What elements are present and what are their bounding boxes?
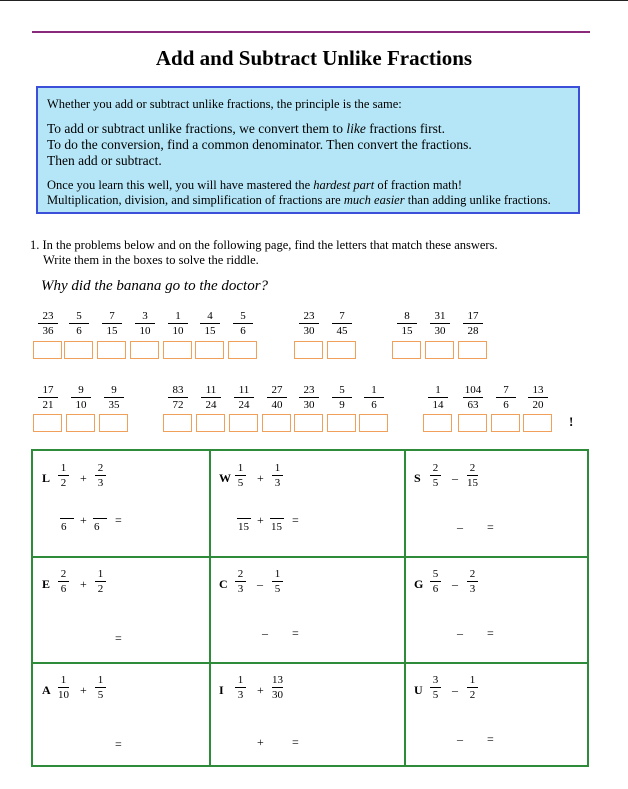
fraction-denominator: 15 [106,325,118,337]
riddle-fraction [267,384,287,411]
riddle-fraction [38,384,58,411]
problem-fraction [95,674,106,701]
work-operator: – [262,626,268,640]
fraction-denominator: 35 [108,399,120,411]
info-text: fractions first. [365,121,445,136]
fraction-numerator: 3 [142,310,148,322]
fraction-numerator: 11 [205,384,217,396]
work-equals: = [115,737,122,751]
work-operator: – [457,732,463,746]
work-equals: = [487,520,494,534]
fraction-denominator: 24 [205,399,217,411]
answer-box[interactable] [196,414,225,432]
fraction-bar [58,581,69,582]
fraction-denominator: 5 [432,477,439,489]
problem-cell-g [405,557,591,663]
fraction-bar [463,397,483,398]
fraction-denominator: 20 [532,399,544,411]
fraction-bar [463,323,483,324]
problem-fraction [235,462,246,489]
riddle-exclamation: ! [569,414,574,429]
riddle-fraction [135,310,155,337]
instruction-line: Write them in the boxes to solve the riddle. [43,253,259,267]
fraction-denominator: 2 [60,477,67,489]
problem-fraction [58,568,69,595]
fraction-denominator: 36 [42,325,54,337]
info-emphasis: hardest part [313,178,375,192]
fraction-numerator: 1 [175,310,181,322]
answer-box[interactable] [491,414,520,432]
problem-fraction [58,462,69,489]
riddle-fraction [168,310,188,337]
answer-box[interactable] [130,341,159,359]
fraction-bar [58,475,69,476]
fraction-bar [467,475,478,476]
fraction-numerator: 2 [469,462,476,474]
riddle-fraction [234,384,254,411]
riddle-fraction [428,384,448,411]
fraction-denominator: 45 [336,325,348,337]
fraction-bar [235,687,246,688]
riddle-fraction [463,384,483,411]
riddle-fraction [299,310,319,337]
answer-box[interactable] [294,414,323,432]
fraction-numerator: 1 [60,674,67,686]
answer-box[interactable] [163,414,192,432]
problem-fraction [272,674,283,701]
blank-line[interactable] [60,518,74,519]
answer-box[interactable] [99,414,128,432]
answer-box[interactable] [359,414,388,432]
problem-cell-c [210,557,405,663]
fraction-numerator: 4 [207,310,213,322]
riddle-fraction [104,384,124,411]
fraction-numerator: 5 [240,310,246,322]
riddle-fraction [201,384,221,411]
fraction-denominator: 30 [272,689,283,701]
problem-letter: W [219,471,231,485]
riddle-fraction [397,310,417,337]
fraction-denominator: 2 [97,583,104,595]
problem-operator: – [257,577,263,591]
instruction-line: 1. In the problems below and on the following page, find the letters that match these answers. [30,238,498,252]
fraction-denominator: 10 [75,399,87,411]
riddle-fraction [430,310,450,337]
fraction-denominator: 2 [469,689,476,701]
fraction-numerator: 1 [60,462,67,474]
answer-box[interactable] [392,341,421,359]
fraction-denominator: 63 [467,399,479,411]
fraction-denominator: 40 [271,399,283,411]
riddle-fraction [200,310,220,337]
problem-operator: + [80,683,87,697]
problem-operator: – [452,683,458,697]
problem-fraction [58,674,69,701]
riddle-fraction [38,310,58,337]
problem-fraction [272,462,283,489]
fraction-bar [200,323,220,324]
info-principle: Whether you add or subtract unlike fractions, the principle is the same: [47,97,402,111]
fraction-numerator: 5 [432,568,439,580]
fraction-denominator: 6 [503,399,509,411]
blank-line[interactable] [93,518,107,519]
fraction-bar [71,397,91,398]
fraction-denominator: 24 [238,399,250,411]
problem-fraction [430,462,441,489]
work-equals: = [115,631,122,645]
problem-letter: U [414,683,423,697]
answer-box[interactable] [33,414,62,432]
fraction-denominator: 6 [240,325,246,337]
fraction-numerator: 2 [60,568,67,580]
riddle-fraction [71,384,91,411]
problem-fraction [95,462,106,489]
fraction-numerator: 1 [469,674,476,686]
fraction-bar [95,687,106,688]
problem-fraction [95,568,106,595]
problem-cell-s [405,451,591,557]
fraction-numerator: 1 [371,384,377,396]
riddle-fraction [496,384,516,411]
fraction-numerator: 3 [432,674,439,686]
fraction-numerator: 5 [339,384,345,396]
fraction-numerator: 2 [237,568,244,580]
fraction-denominator: 28 [467,325,479,337]
fraction-numerator: 7 [503,384,509,396]
fraction-numerator: 5 [76,310,82,322]
work-equals: = [292,735,299,749]
fraction-denominator: 3 [97,477,104,489]
fraction-denominator: 3 [237,689,244,701]
work-denominator: 15 [238,521,249,533]
fraction-numerator: 9 [78,384,84,396]
fraction-bar [467,581,478,582]
fraction-bar [267,397,287,398]
blank-line[interactable] [270,518,284,519]
work-denominator: 6 [61,521,67,533]
fraction-numerator: 2 [432,462,439,474]
fraction-bar [528,397,548,398]
fraction-denominator: 10 [139,325,151,337]
problem-operator: + [257,683,264,697]
fraction-bar [430,687,441,688]
fraction-bar [299,323,319,324]
work-denominator: 6 [94,521,100,533]
work-equals: = [487,626,494,640]
fraction-bar [428,397,448,398]
answer-box[interactable] [327,414,356,432]
info-text: Then add or subtract. [47,153,162,168]
info-text: Once you learn this well, you will have mastered the [47,178,314,192]
fraction-bar [95,581,106,582]
fraction-bar [364,397,384,398]
fraction-bar [58,687,69,688]
answer-box[interactable] [423,414,452,432]
work-operator: – [457,520,463,534]
answer-box[interactable] [228,341,257,359]
riddle-fraction [168,384,188,411]
blank-line[interactable] [237,518,251,519]
fraction-numerator: 2 [469,568,476,580]
fraction-numerator: 7 [109,310,115,322]
fraction-bar [332,397,352,398]
problem-fraction [235,674,246,701]
problem-cell-u [405,663,591,769]
fraction-denominator: 5 [432,689,439,701]
problem-grid [31,449,589,767]
problem-cell-i [210,663,405,769]
fraction-denominator: 30 [434,325,446,337]
fraction-bar [272,687,283,688]
fraction-denominator: 5 [237,477,244,489]
answer-box[interactable] [523,414,552,432]
fraction-numerator: 7 [339,310,345,322]
fraction-numerator: 1 [237,462,244,474]
fraction-numerator: 11 [238,384,250,396]
fraction-denominator: 72 [172,399,184,411]
fraction-numerator: 8 [404,310,410,322]
problem-cell-w [210,451,405,557]
fraction-bar [235,475,246,476]
riddle-fraction [463,310,483,337]
fraction-numerator: 1 [237,674,244,686]
problem-letter: S [414,471,421,485]
answer-box[interactable] [195,341,224,359]
fraction-bar [102,323,122,324]
fraction-numerator: 1 [97,568,104,580]
problem-fraction [430,674,441,701]
answer-box[interactable] [229,414,258,432]
work-equals: = [292,626,299,640]
fraction-bar [467,687,478,688]
problem-cell-l [33,451,210,557]
fraction-numerator: 1 [435,384,441,396]
fraction-denominator: 6 [76,325,82,337]
work-equals: = [292,513,299,527]
info-text: than adding unlike fractions. [404,193,551,207]
riddle-fraction [364,384,384,411]
info-text: To do the conversion, find a common denominator. Then convert the fractions. [47,137,472,152]
answer-box[interactable] [458,341,487,359]
fraction-bar [201,397,221,398]
fraction-denominator: 3 [237,583,244,595]
info-text: To add or subtract unlike fractions, we convert them to [47,121,347,136]
fraction-numerator: 17 [467,310,479,322]
problem-fraction [467,674,478,701]
problem-operator: – [452,471,458,485]
fraction-bar [69,323,89,324]
riddle-fraction [102,310,122,337]
fraction-denominator: 21 [42,399,54,411]
riddle-question: Why did the banana go to the doctor? [41,278,269,294]
fraction-numerator: 1 [97,674,104,686]
fraction-denominator: 9 [339,399,345,411]
fraction-bar [234,397,254,398]
title-rule [32,31,590,33]
problem-letter: A [42,683,51,697]
answer-box[interactable] [64,341,93,359]
fraction-denominator: 6 [371,399,377,411]
fraction-numerator: 9 [111,384,117,396]
problem-letter: C [219,577,228,591]
fraction-denominator: 14 [432,399,444,411]
fraction-bar [95,475,106,476]
fraction-denominator: 15 [204,325,216,337]
problem-letter: L [42,471,51,485]
problem-operator: – [452,577,458,591]
work-equals: = [487,732,494,746]
answer-box[interactable] [66,414,95,432]
fraction-bar [235,581,246,582]
fraction-bar [332,323,352,324]
answer-box[interactable] [33,341,62,359]
answer-box[interactable] [262,414,291,432]
info-text: Multiplication, division, and simplification of fractions are [47,193,344,207]
top-border-line [0,0,628,1]
riddle-fraction [332,310,352,337]
riddle-fraction [233,310,253,337]
problem-letter: I [219,683,224,697]
fraction-denominator: 6 [432,583,439,595]
work-operator: + [257,513,264,527]
work-operator: – [457,626,463,640]
answer-box[interactable] [458,414,487,432]
fraction-denominator: 30 [303,399,315,411]
fraction-bar [496,397,516,398]
fraction-numerator: 23 [42,310,54,322]
fraction-bar [38,323,58,324]
fraction-numerator: 1 [274,568,281,580]
problem-fraction [235,568,246,595]
fraction-denominator: 30 [303,325,315,337]
fraction-denominator: 5 [274,583,281,595]
fraction-bar [168,397,188,398]
fraction-denominator: 3 [274,477,281,489]
fraction-bar [38,397,58,398]
fraction-bar [430,581,441,582]
problem-letter: E [42,577,51,591]
fraction-bar [135,323,155,324]
riddle-fraction [332,384,352,411]
instructions [30,238,498,268]
answer-box[interactable] [97,341,126,359]
info-emphasis: much easier [343,193,405,207]
problem-fraction [467,568,478,595]
page-title: Add and Subtract Unlike Fractions [155,46,473,70]
fraction-denominator: 10 [172,325,184,337]
fraction-denominator: 6 [60,583,67,595]
problem-cell-e [33,557,210,663]
fraction-numerator: 104 [464,384,482,396]
answer-box[interactable] [425,341,454,359]
fraction-bar [272,475,283,476]
fraction-numerator: 27 [271,384,283,396]
problem-fraction [467,462,478,489]
fraction-numerator: 13 [532,384,544,396]
info-box [36,86,580,214]
problem-fraction [272,568,283,595]
fraction-bar [430,323,450,324]
fraction-bar [430,475,441,476]
fraction-numerator: 31 [434,310,446,322]
fraction-denominator: 5 [97,689,104,701]
info-emphasis: like [346,121,366,136]
answer-box[interactable] [294,341,323,359]
fraction-numerator: 1 [274,462,281,474]
answer-box[interactable] [163,341,192,359]
fraction-bar [397,323,417,324]
fraction-bar [299,397,319,398]
fraction-bar [233,323,253,324]
problem-letter: G [414,577,424,591]
problem-operator: + [80,577,87,591]
fraction-numerator: 13 [272,674,283,686]
fraction-denominator: 15 [467,477,478,489]
fraction-denominator: 15 [401,325,413,337]
fraction-bar [272,581,283,582]
problem-operator: + [257,471,264,485]
fraction-bar [104,397,124,398]
problem-operator: + [80,471,87,485]
answer-box[interactable] [327,341,356,359]
riddle-fraction [528,384,548,411]
fraction-numerator: 83 [172,384,184,396]
work-operator: + [80,513,87,527]
info-text: of fraction math! [374,178,463,192]
work-equals: = [115,513,122,527]
fraction-denominator: 10 [58,689,69,701]
fraction-numerator: 2 [97,462,104,474]
riddle-fraction [299,384,319,411]
work-operator: + [257,735,264,749]
fraction-bar [168,323,188,324]
work-denominator: 15 [271,521,282,533]
fraction-numerator: 23 [303,310,315,322]
fraction-numerator: 17 [42,384,54,396]
fraction-denominator: 3 [469,583,476,595]
fraction-numerator: 23 [303,384,315,396]
riddle-fraction [69,310,89,337]
problem-fraction [430,568,441,595]
problem-cell-a [33,663,210,769]
info-note [47,178,578,208]
info-steps [47,121,578,169]
